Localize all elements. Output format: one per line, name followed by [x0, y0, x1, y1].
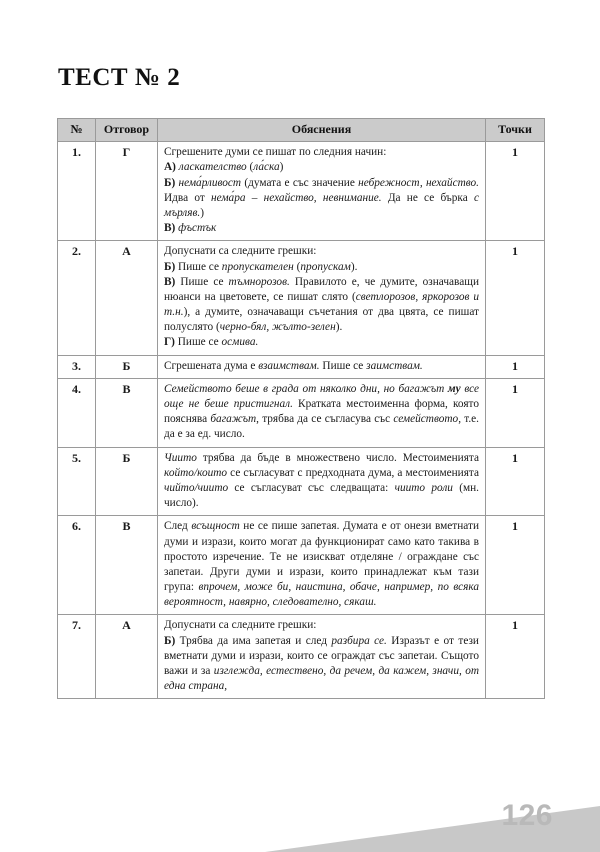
page-title: ТЕСТ № 2 — [58, 64, 181, 91]
table-row — [58, 355, 545, 378]
row-points: 1 — [486, 615, 545, 699]
row-answer: Б — [96, 355, 158, 378]
title-block — [58, 64, 544, 92]
row-explanation: Чиито трябва да бъде в множествено число. Местоименията който/които се съгласуват с предходната дума, а местоименията чийто/чиито се съгласуват със следващата: чиито роли (мн. число). — [158, 447, 486, 516]
row-explanation: Сгрешените думи се пишат по следния начин: А) ласкателство (ла́ска) Б) нема́рливост (думата е със значение небрежност, нехайство. Идва от нема́ра – нехайство, невнимание. Да не се бърка с мърляв.) В) фъстък — [158, 142, 486, 241]
row-answer: Г — [96, 142, 158, 241]
explanation-line: Сгрешените думи се пишат по следния начин: — [164, 146, 387, 159]
row-number: 3. — [58, 355, 96, 378]
row-number: 1. — [58, 142, 96, 241]
column-header-answer: Отговор — [96, 119, 158, 142]
row-points: 1 — [486, 516, 545, 615]
row-points: 1 — [486, 355, 545, 378]
page-number: 126 — [501, 799, 553, 832]
row-number: 2. — [58, 241, 96, 355]
answers-table — [57, 118, 545, 699]
row-points: 1 — [486, 447, 545, 516]
row-explanation: Сгрешената дума е взаимствам. Пише се заимствам. — [158, 355, 486, 378]
row-points: 1 — [486, 142, 545, 241]
explanation-line: Допуснати са следните грешки: — [164, 245, 317, 258]
explanation-line: Допуснати са следните грешки: — [164, 619, 317, 632]
row-number: 5. — [58, 447, 96, 516]
column-header-explanation: Обяснения — [158, 119, 486, 142]
row-points: 1 — [486, 241, 545, 355]
row-number: 4. — [58, 378, 96, 447]
table-row — [58, 378, 545, 447]
table-header-row — [58, 119, 545, 142]
table-row — [58, 241, 545, 355]
row-answer: Б — [96, 447, 158, 516]
row-points: 1 — [486, 378, 545, 447]
page-footer — [0, 766, 600, 852]
table-body — [58, 142, 545, 699]
table-row — [58, 516, 545, 615]
row-explanation: Допуснати са следните грешки: Б) Пише се пропускателен (пропускам). В) Пише се тъмнорозов. Правилото е, че думите, означаващи нюанси на цветовете, се пишат слято (светлорозов, яркорозов и т.н.), а думите, означаващи съчетания от два цвята, се пишат полуслято (черно-бял, жълто-зелен). Г) Пише се осмива. — [158, 241, 486, 355]
row-number: 6. — [58, 516, 96, 615]
row-number: 7. — [58, 615, 96, 699]
row-explanation: Допуснати са следните грешки: Б) Трябва да има запетая и след разбира се. Изразът е от тези вметнати думи и изрази, които се ограждат със запетаи. Същото важи и за изглежда, естествено, да речем, да кажем, значи, от една страна, — [158, 615, 486, 699]
column-header-number: № — [58, 119, 96, 142]
table-row — [58, 142, 545, 241]
table-row — [58, 447, 545, 516]
row-answer: В — [96, 516, 158, 615]
table-header — [58, 119, 545, 142]
row-answer: В — [96, 378, 158, 447]
table-row — [58, 615, 545, 699]
row-answer: А — [96, 241, 158, 355]
row-explanation: След всъщност не се пише запетая. Думата е от онези вметнати думи и изрази, които могат да функционират само като такива в простото изречение. Те не изискват отделяне / ограждане със запетаи. Други думи и изрази, които принадлежат към тази група: впрочем, може би, наистина, обаче, например, по всяка вероятност, навярно, следователно, сякаш. — [158, 516, 486, 615]
row-answer: А — [96, 615, 158, 699]
column-header-points: Точки — [486, 119, 545, 142]
row-explanation: Семейството беше в града от няколко дни, но багажът му все още не беше пристигнал. Кратката местоименна форма, която пояснява багажът, трябва да се съгласува със семейството, т.е. да е за ед. число. — [158, 378, 486, 447]
